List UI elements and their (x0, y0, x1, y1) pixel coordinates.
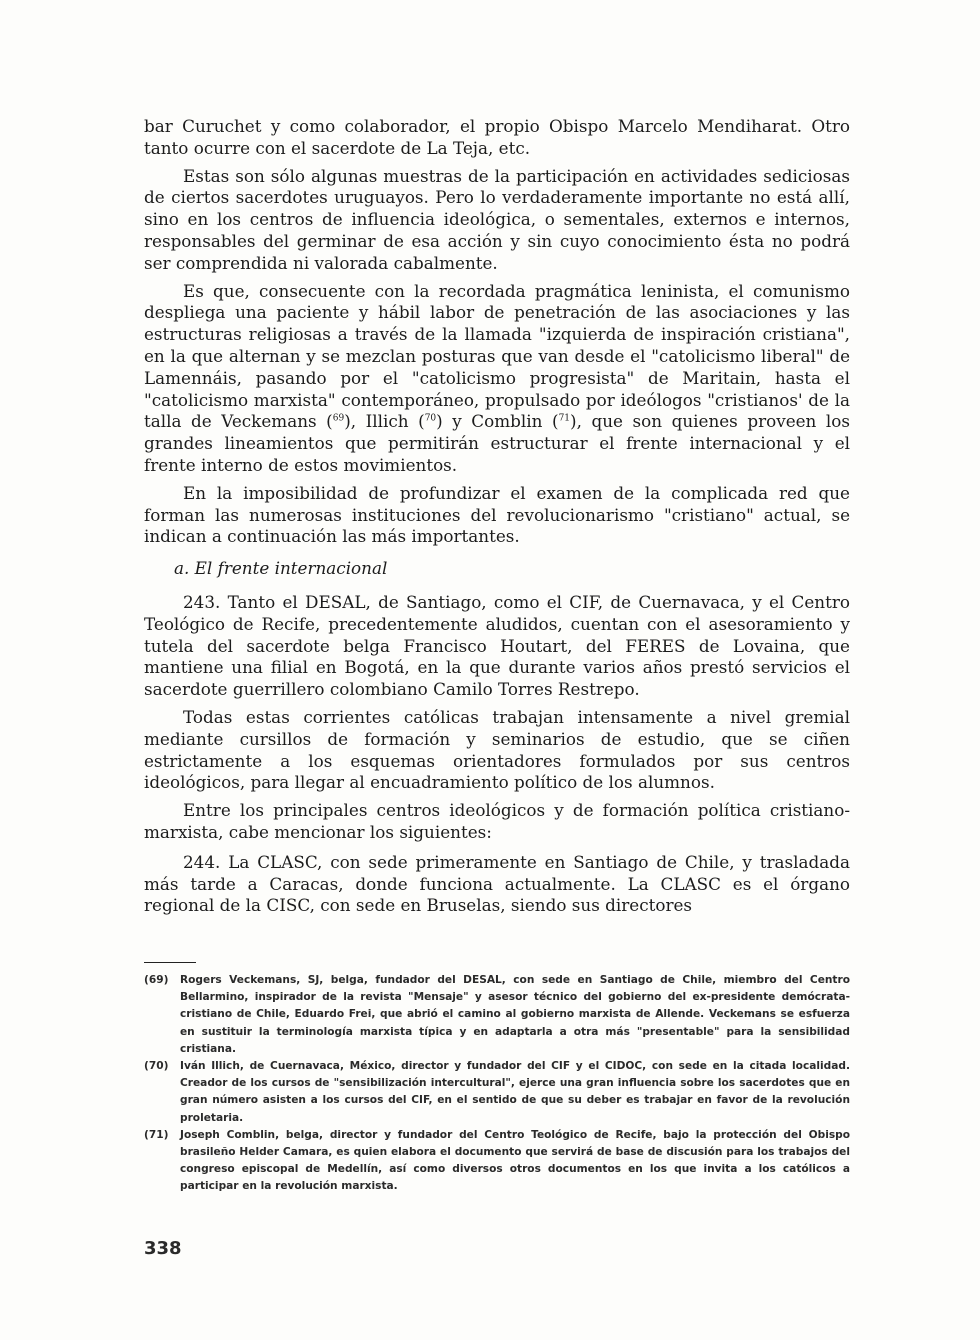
paragraph: 244. La CLASC, con sede primeramente en Santiago de Chile, y trasladada más tarde a Caracas, donde funciona actualmente. La CLASC es el órgano regional de la CISC, con sede en Bruselas, siendo sus directores (144, 851, 850, 916)
paragraph: Todas estas corrientes católicas trabajan intensamente a nivel gremial mediante cursillos de formación y seminarios de estudio, que se ciñen estrictamente a los esquemas orientadores formulados por sus centros ideológicos, para llegar al encuadramiento político de los alumnos. (144, 706, 850, 793)
paragraph: Estas son sólo algunas muestras de la participación en actividades sediciosas de ciertos sacerdotes uruguayos. Pero lo verdaderamente importante no está allí, sino en los centros de influencia ideológica, o sementales, externos e internos, responsables del germinar de esa acción y sin cuyo conocimiento ésta no podrá ser comprendida ni valorada cabalmente. (144, 165, 850, 273)
footnote-ref[interactable]: 69 (332, 413, 345, 424)
paragraph-text: , Illich (350, 411, 419, 432)
footnote (144, 972, 850, 1058)
footnotes (144, 972, 850, 1196)
footnote-text: Iván Illich, de Cuernavaca, México, director y fundador del CIF y el CIDOC, con sede en la citada localidad. Creador de los cursos de "sensibilización intercultural", ejerce una gran influencia sobre los sacerdotes que en gran número asisten a los cursos del CIF, en el sentido de que su deber es trabajar en favor de la revolución proletaria. (180, 1060, 850, 1124)
paragraph: bar Curuchet y como colaborador, el propio Obispo Marcelo Mendiharat. Otro tanto ocurre con el sacerdote de La Teja, etc. (144, 116, 850, 158)
paragraph: En la imposibilidad de profundizar el examen de la complicada red que forman las numerosas instituciones del revolucionarismo "cristiano" actual, se indican a continuación las más importantes. (144, 482, 850, 547)
footnote-number: (70) (144, 1060, 169, 1073)
paragraph-text: y Comblin (442, 411, 553, 432)
footnote-divider (144, 962, 196, 963)
footnote-number: (71) (144, 1128, 169, 1141)
footnote-ref[interactable]: 71 (558, 413, 571, 424)
footnote-number: (69) (144, 974, 169, 986)
footnote (144, 1127, 850, 1196)
paragraph-text: , que son quienes proveen los grandes lineamientos que permitirán estructurar el frente internacional y el frente interno de estos movimientos. (144, 411, 851, 475)
footnote (144, 1058, 850, 1127)
paragraph-text: Es que, consecuente con la recordada pragmática leninista, el comunismo despliega una paciente y hábil labor de penetración de las asociaciones y las estructuras religiosas a través de la llamada "izquierda de inspiración cristiana", en la que alternan y se mezclan posturas que van desde el "catolicismo liberal" de Lamennáis, pasando por el "catolicismo progresista" de Maritain, hasta el "catolicismo marxista" contemporáneo, propulsado por ideólogos "cristianos' de la talla de Veckemans (144, 280, 850, 432)
footnote-ref[interactable]: 70 (424, 413, 437, 424)
paragraph: 243. Tanto el DESAL, de Santiago, como el CIF, de Cuernavaca, y el Centro Teológico de Recife, precedentemente aludidos, cuentan con el asesoramiento y tutela del sacerdote belga Francisco Houtart, del FERES de Lovaina, que mantiene una filial en Bogotá, en la que durante varios años prestó servicios el sacerdote guerrillero colombiano Camilo Torres Restrepo. (144, 591, 850, 700)
footnote-text: Joseph Comblin, belga, director y fundador del Centro Teológico de Recife, bajo la protección del Obispo brasileño Helder Camara, es quien elabora el documento que servirá de base de discusión para los trabajos del congreso episcopal de Medellín, así como diversos otros documentos en los que invita a los católicos a participar en la revolución marxista. (180, 1128, 850, 1193)
main-text (144, 116, 850, 923)
paragraph: Es que, consecuente con la recordada pragmática leninista, el comunismo despliega una paciente y hábil labor de penetración de las asociaciones y las estructuras religiosas a través de la llamada "izquierda de inspiración cristiana", en la que alternan y se mezclan posturas que van desde el "catolicismo liberal" de Lamennáis, pasando por el "catolicismo progresista" de Maritain, hasta el "catolicismo marxista" contemporáneo, propulsado por ideólogos "cristianos' de la talla de Veckemans ($^{69}$), Illich ($^{70}$) y Comblin ($^{71}$), que son quienes proveen los grandes lineamientos que permitirán estructurar el frente internacional y el frente interno de estos movimientos. (144, 280, 851, 475)
section-heading: a. El frente internacional (174, 558, 388, 579)
page-number: 338 (144, 1238, 182, 1259)
paragraph: Entre los principales centros ideológicos y de formación política cristiano-marxista, cabe mencionar los siguientes: (144, 800, 850, 842)
footnote-text: Rogers Veckemans, SJ, belga, fundador del DESAL, con sede en Santiago de Chile, miembro del Centro Bellarmino, inspirador de la revista "Mensaje" y asesor técnico del gobierno del ex-presidente demócrata-cristiano de Chile, Eduardo Frei, que abrió el camino al gobierno marxista de Allende. Veckemans se esfuerza en sustituir la terminología marxista típica y en adaptarla a otra más "presentable" para la sensibilidad cristiana. (180, 974, 850, 1055)
